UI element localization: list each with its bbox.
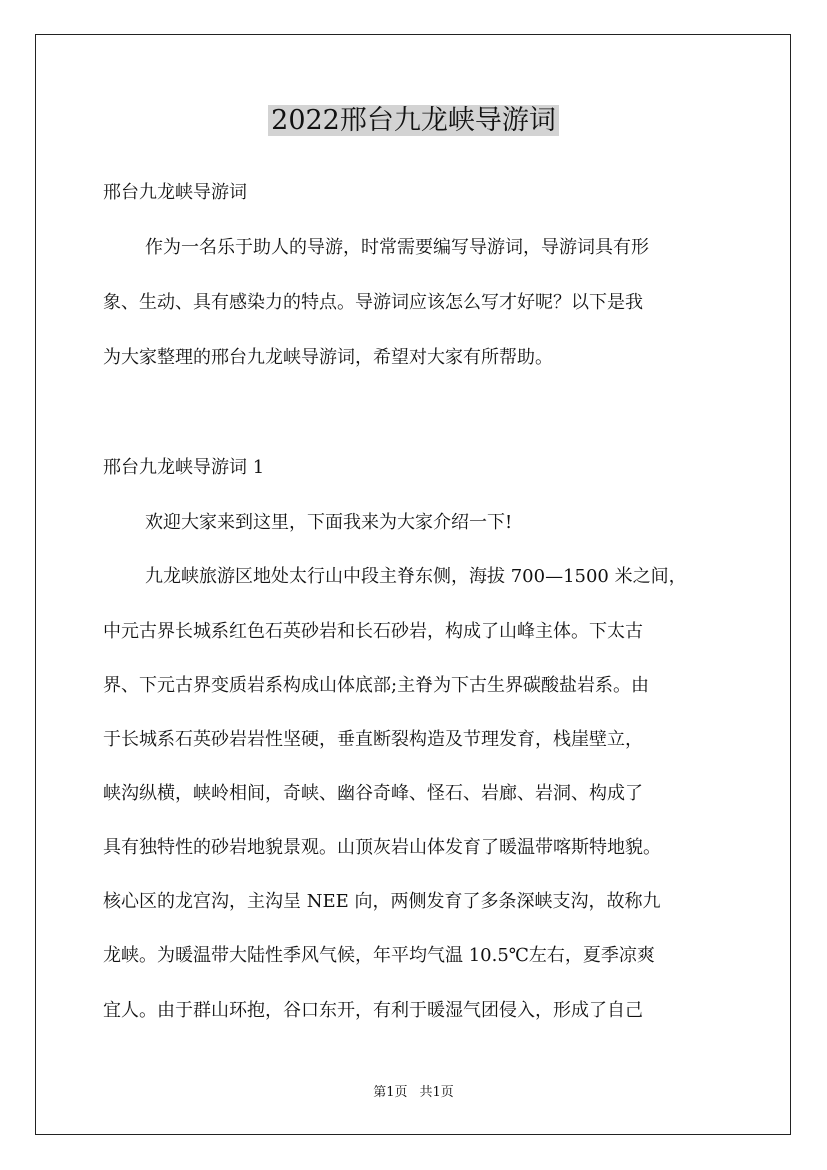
- page-total: 共1页: [419, 1085, 454, 1100]
- page-number: 第1页: [373, 1085, 408, 1100]
- welcome-line: 欢迎大家来到这里，下面我来为大家介绍一下!: [145, 512, 513, 533]
- body-line-4: 于长城系石英砂岩岩性坚硬，垂直断裂构造及节理发育，栈崖壁立，: [103, 729, 643, 750]
- document-title: [0, 98, 827, 144]
- section-heading: 邢台九龙峡导游词: [103, 182, 247, 203]
- intro-line-2: 象、生动、具有感染力的特点。导游词应该怎么写才好呢？以下是我: [103, 292, 643, 313]
- body-line-6: 具有独特性的砂岩地貌景观。山顶灰岩山体发育了暖温带喀斯特地貌。: [103, 837, 661, 858]
- body-line-1: 九龙峡旅游区地处太行山中段主脊东侧，海拔 700—1500 米之间，: [145, 566, 687, 587]
- body-line-7: 核心区的龙宫沟，主沟呈 NEE 向，两侧发育了多条深峡支沟，故称九: [103, 891, 661, 912]
- body-line-5: 峡沟纵横，峡岭相间，奇峡、幽谷奇峰、怪石、岩廊、岩洞、构成了: [103, 783, 643, 804]
- page-footer: [0, 1084, 827, 1102]
- intro-line-3: 为大家整理的邢台九龙峡导游词，希望对大家有所帮助。: [103, 347, 553, 368]
- intro-line-1: 作为一名乐于助人的导游，时常需要编写导游词，导游词具有形: [145, 237, 649, 258]
- body-line-9: 宜人。由于群山环抱，谷口东开，有利于暖湿气团侵入，形成了自己: [103, 1000, 643, 1021]
- section-heading-1: 邢台九龙峡导游词 1: [103, 457, 265, 478]
- document-title-text: 2022邢台九龙峡导游词: [268, 105, 559, 136]
- body-line-2: 中元古界长城系红色石英砂岩和长石砂岩，构成了山峰主体。下太古: [103, 621, 643, 642]
- body-line-3: 界、下元古界变质岩系构成山体底部;主脊为下古生界碳酸盐岩系。由: [103, 675, 650, 696]
- body-line-8: 龙峡。为暖温带大陆性季风气候，年平均气温 10.5℃左右，夏季凉爽: [103, 945, 655, 966]
